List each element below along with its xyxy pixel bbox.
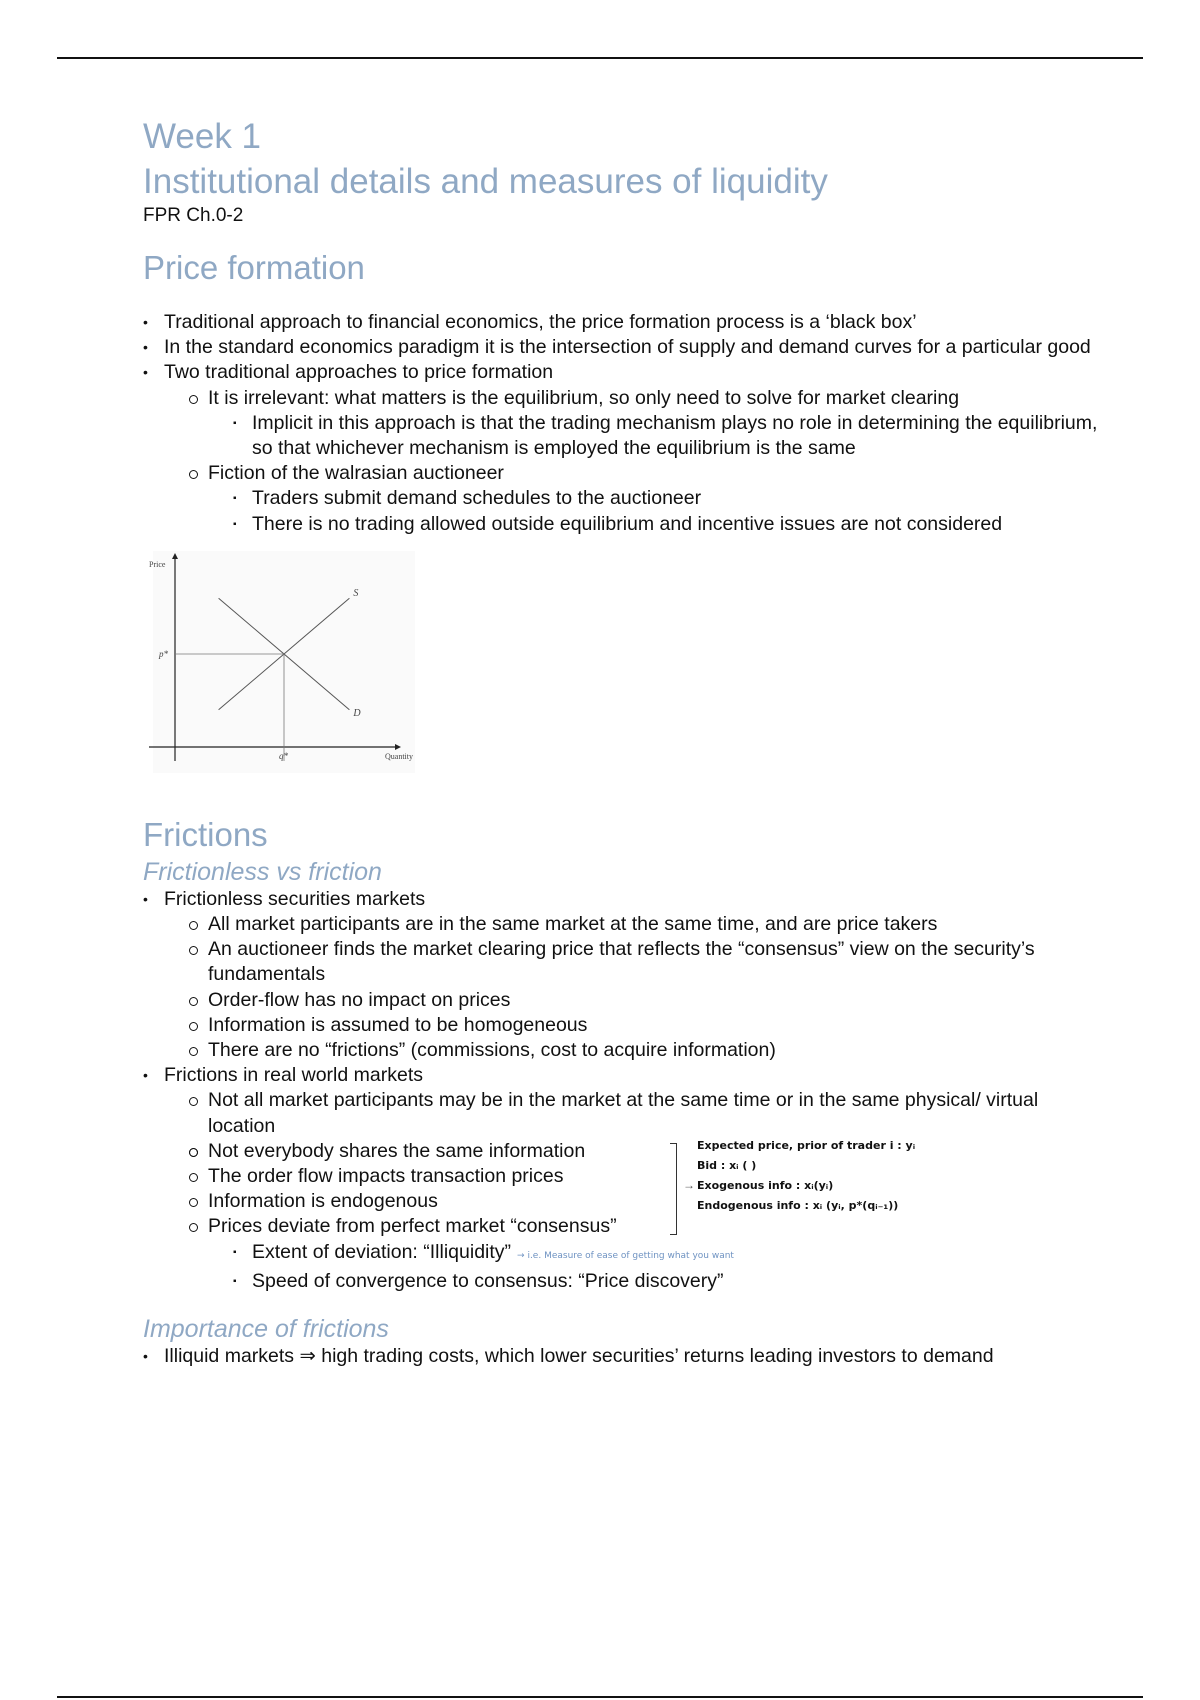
list-item [187,461,1103,537]
frictions-list [143,887,1103,1294]
top-rule [57,57,1143,59]
document-body [143,114,1103,1369]
list-item [231,411,1103,461]
annotated-list [187,1139,1103,1215]
price-equilibrium-label: p* [159,648,168,659]
series-label-s: S [353,588,359,600]
list-item [231,1269,1103,1294]
list-item-text: It is irrelevant: what matters is the equilibrium, so only need to solve for market clearing [208,386,960,409]
section-heading-price-formation: Price formation [143,249,365,286]
list-item-text: Order-flow has no impact on prices [208,988,511,1011]
subheading-frictionless-vs-friction: Frictionless vs friction [143,857,382,886]
list-item [187,1088,1103,1138]
list-item-text: Information is endogenous [208,1190,438,1213]
x-axis-label: Quantity [385,751,413,761]
list-item-text: Frictionless securities markets [164,887,426,910]
list-item [187,1038,1103,1063]
list-item [187,386,1103,462]
week-title: Week 1 [143,117,262,156]
list-item [143,887,1103,1063]
handwritten-note: Exogenous info : xᵢ(yᵢ) [697,1178,834,1192]
sub-list [187,912,1103,1063]
list-item-text: Fiction of the walrasian auctioneer [208,462,504,485]
list-item-text: There is no trading allowed outside equilibrium and incentive issues are not considered [252,512,1003,535]
subheading-importance-of-frictions: Importance of frictions [143,1315,389,1344]
series-label-d: D [353,707,361,719]
list-item [231,512,1103,537]
list-item-text: Traditional approach to financial economics, the price formation process is a ‘black box’ [164,311,917,333]
list-item-text: Speed of convergence to consensus: “Price discovery” [252,1269,724,1292]
list-item [187,912,1103,937]
list-item [143,1063,1103,1294]
list-item [231,486,1103,511]
list-item-text: Two traditional approaches to price formation [164,361,554,384]
sub-list [187,386,1103,537]
sub-sub-list [231,1240,1103,1294]
handwritten-note: Expected price, prior of trader i : yᵢ [697,1138,916,1152]
list-item-text: All market participants are in the same market at the same time, and are price takers [208,913,938,936]
subtitle: FPR Ch.0-2 [143,205,244,226]
sub-sub-list [231,486,1103,536]
section-heading-frictions: Frictions [143,815,268,853]
handwritten-blue-note: → i.e. Measure of ease of getting what you want [517,1250,734,1261]
arrow-right-icon: → [683,1177,695,1192]
list-item [187,988,1103,1013]
list-item [187,937,1103,987]
list-item-text: Prices deviate from perfect market “consensus” [208,1215,617,1238]
page-title: Institutional details and measures of liquidity [143,162,828,201]
list-item [231,1240,1103,1269]
list-item-text: Information is assumed to be homogeneous [208,1013,588,1036]
list-item-text: The order flow impacts transaction prices [208,1165,564,1188]
sub-sub-list [231,411,1103,461]
list-item [187,1013,1103,1038]
y-axis-label: Price [149,559,166,569]
supply-demand-chart [143,551,433,773]
list-item [143,1344,1103,1369]
handwritten-notes [697,1136,915,1216]
list-item-text: Traders submit demand schedules to the auctioneer [252,487,702,510]
list-item [187,1139,1103,1164]
price-formation-list [143,310,1103,537]
list-item-text: Extent of deviation: “Illiquidity” [252,1240,512,1263]
list-item [187,1214,1103,1294]
list-item-text: Illiquid markets ⇒ high trading costs, which lower securities’ returns leading investors to demand [164,1345,994,1368]
list-item-text: An auctioneer finds the market clearing price that reflects the “consensus” view on the security’s fundamentals [208,938,1035,986]
list-item [187,1164,1103,1189]
list-item-text: There are no “frictions” (commissions, cost to acquire information) [208,1039,776,1062]
list-item-text: Implicit in this approach is that the trading mechanism plays no role in determining the equilibrium, so that whichever mechanism is employed the equilibrium is the same [252,411,1098,460]
handwritten-note: Bid : xᵢ ( ) [697,1158,757,1172]
list-item-text: In the standard economics paradigm it is the intersection of supply and demand curves for a particular good [164,336,1091,359]
list-item-text: Frictions in real world markets [164,1064,423,1087]
list-item-text: Not all market participants may be in the market at the same time or in the same physical/ virtual location [208,1089,1039,1137]
handwritten-note: Endogenous info : xᵢ (yᵢ, p*(qᵢ₋₁)) [697,1198,899,1212]
bottom-rule [57,1696,1143,1698]
annotated-group [187,1139,1103,1215]
sub-list [187,1088,1103,1294]
list-item-text: Not everybody shares the same information [208,1139,586,1162]
list-item [143,360,1103,536]
list-item [143,310,1103,335]
quantity-equilibrium-label: q* [279,750,288,761]
list-item [187,1189,1103,1214]
importance-list [143,1344,1103,1369]
list-item [143,335,1103,360]
